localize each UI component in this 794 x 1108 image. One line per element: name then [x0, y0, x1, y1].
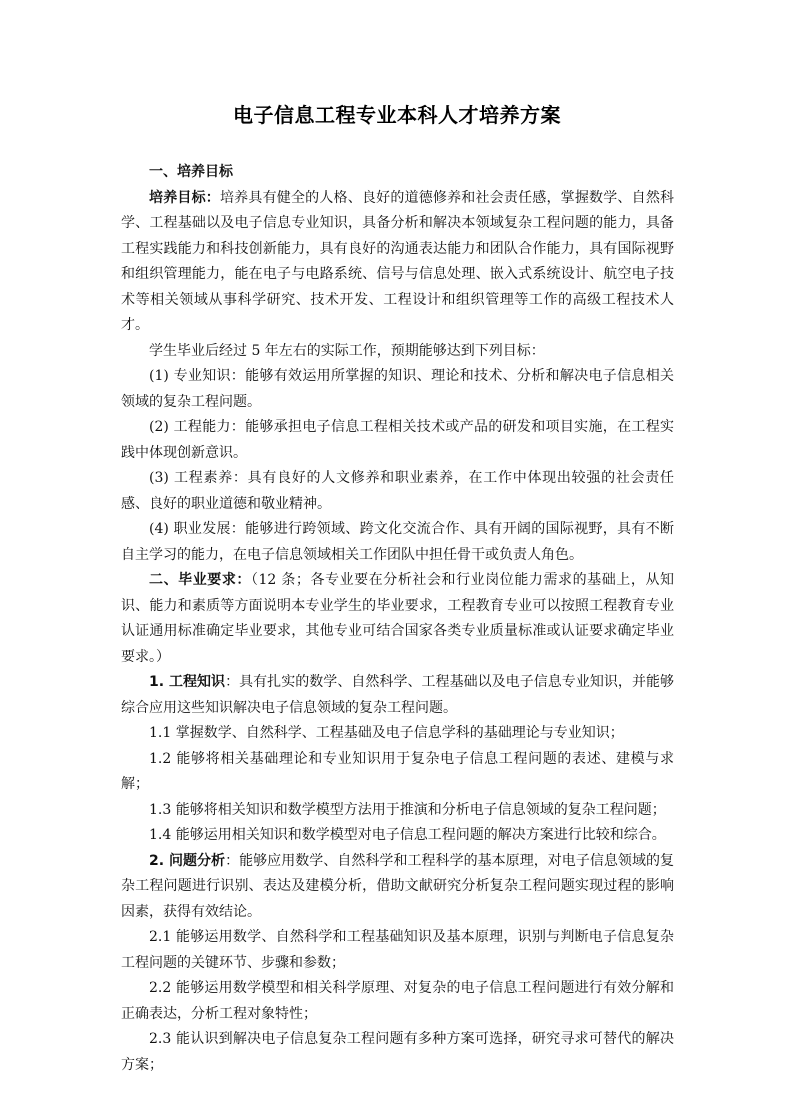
req2-item: 2.2 能够运用数学模型和相关科学原理、对复杂的电子信息工程问题进行有效分解和正确表达，分析工程对象特性；: [121, 980, 674, 1022]
req2-item: 2.1 能够运用数学、自然科学和工程基础知识及基本原理，识别与判断电子信息复杂工程问题的关键环节、步骤和参数；: [121, 929, 674, 971]
req1-paragraph: [121, 670, 674, 721]
objectives-intro: 学生毕业后经过 5 年左右的实际工作，预期能够达到下列目标：: [149, 342, 545, 359]
page-title: 电子信息工程专业本科人才培养方案: [233, 103, 561, 127]
objective-item: (4) 职业发展：能够进行跨领域、跨文化交流合作、具有开阔的国际视野，具有不断自主学习的能力，在电子信息领域相关工作团队中担任骨干或负责人角色。: [121, 521, 674, 563]
req2-item: 2.3 能认识到解决电子信息复杂工程问题有多种方案可选择，研究寻求可替代的解决方案；: [121, 1031, 674, 1073]
section2-heading: 二、毕业要求：: [149, 572, 251, 588]
req1-item: 1.1 掌握数学、自然科学、工程基础及电子信息学科的基础理论与专业知识；: [149, 725, 624, 741]
objective-item: (3) 工程素养：具有良好的人文修养和职业素养，在工作中体现出较强的社会责任感、良好的职业道德和敬业精神。: [121, 470, 674, 512]
req1-item: 1.2 能够将相关基础理论和专业知识用于复杂电子信息工程问题的表述、建模与求解；: [121, 750, 674, 792]
objective-item: (2) 工程能力：能够承担电子信息工程相关技术或产品的研发和项目实施，在工程实践中体现创新意识。: [121, 419, 674, 461]
section2-paragraph: [121, 568, 674, 670]
req1-item: 1.4 能够运用相关知识和数学模型对电子信息工程问题的解决方案进行比较和综合。: [149, 827, 666, 843]
objective-item: (1) 专业知识：能够有效运用所掌握的知识、理论和技术、分析和解决电子信息相关领域的复杂工程问题。: [121, 368, 674, 410]
req1-item: 1.3 能够将相关知识和数学模型方法用于推演和分析电子信息领域的复杂工程问题；: [149, 801, 666, 818]
section2-note: （12 条；各专业要在分析社会和行业岗位能力需求的基础上，从知识、能力和素质等方面说明本专业学生的毕业要求，工程教育专业可以按照工程教育专业认证通用标准确定毕业要求，其他专业可结合国家各类专业质量标准或认证要求确定毕业要求。）: [121, 572, 675, 665]
goal-paragraph: [121, 186, 674, 339]
req1-label: 1. 工程知识: [149, 674, 226, 690]
req2-text: ：能够应用数学、自然科学和工程科学的基本原理，对电子信息领域的复杂工程问题进行识别、表达及建模分析，借助文献研究分析复杂工程问题实现过程的影响因素，获得有效结论。: [121, 852, 675, 920]
req2-label: 2. 问题分析: [149, 852, 226, 869]
req2-paragraph: [121, 849, 674, 926]
section1-heading: 一、培养目标: [149, 164, 233, 180]
document-body: [121, 160, 674, 1078]
req1-text: ：具有扎实的数学、自然科学、工程基础以及电子信息专业知识，并能够综合应用这些知识解决电子信息领域的复杂工程问题。: [121, 674, 675, 716]
goal-text: 培养具有健全的人格、良好的道德修养和社会责任感，掌握数学、自然科学、工程基础以及电子信息专业知识，具备分析和解决本领域复杂工程问题的能力，具备工程实践能力和科技创新能力，具有良好的沟通表达能力和团队合作能力，具有国际视野和组织管理能力，能在电子与电路系统、信号与信息处理、嵌入式系统设计、航空电子技术等相关领域从事科学研究、技术开发、工程设计和组织管理等工作的高级工程技术人才。: [121, 189, 675, 333]
goal-label: 培养目标：: [149, 189, 220, 206]
